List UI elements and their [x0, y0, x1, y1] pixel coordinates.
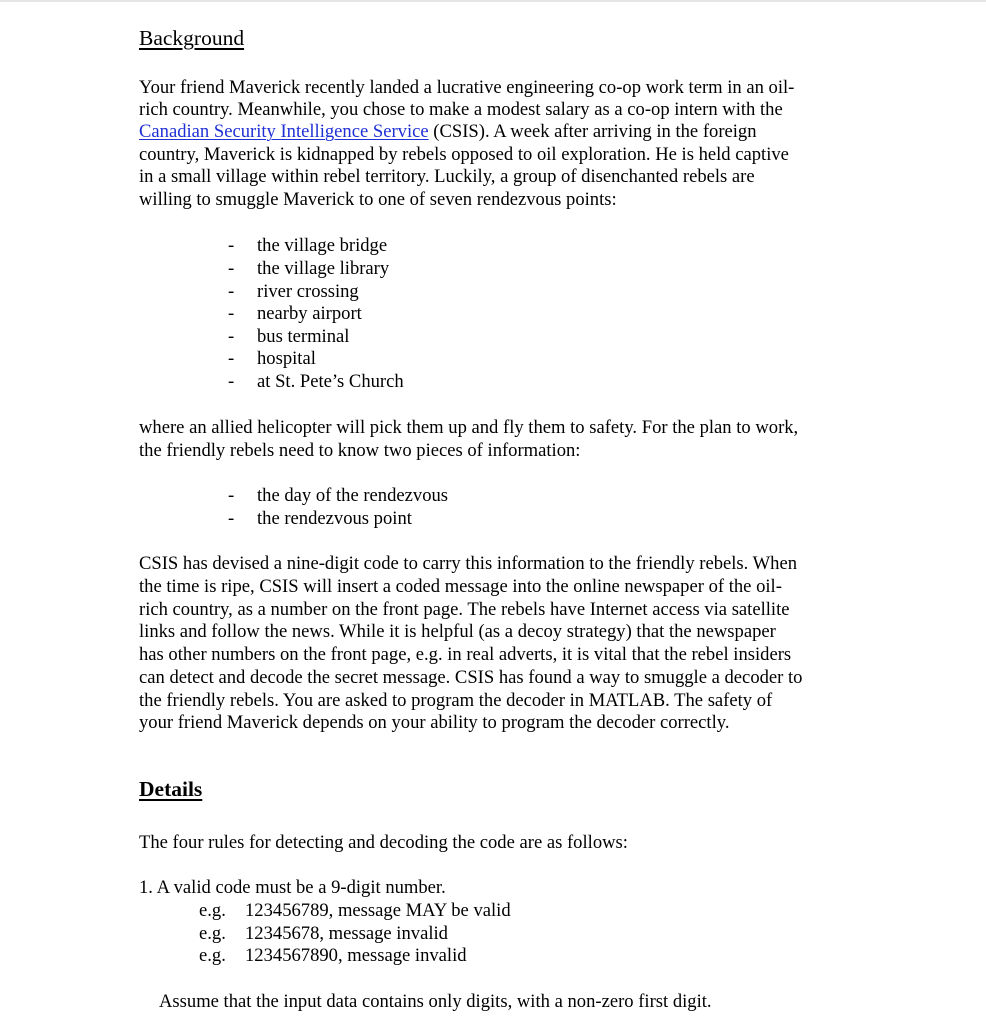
- list-dash: -: [228, 303, 235, 324]
- para3-line8: your friend Maverick depends on your ability to program the decoder correctly.: [139, 712, 730, 733]
- list-item: the village library: [257, 258, 390, 279]
- para1-line3: [139, 121, 757, 143]
- rule-1: 1. A valid code must be a 9-digit number.: [139, 877, 446, 898]
- assume-note: Assume that the input data contains only digits, with a non-zero first digit.: [159, 991, 712, 1012]
- example-item: 1234567890, message invalid: [245, 945, 467, 966]
- list-item: the day of the rendezvous: [257, 485, 449, 506]
- list-item: the rendezvous point: [257, 508, 412, 529]
- details-intro: The four rules for detecting and decoding the code are as follows:: [139, 832, 628, 853]
- para3-line7: the friendly rebels. You are asked to program the decoder in MATLAB. The safety of: [139, 690, 773, 711]
- list-dash: -: [228, 371, 235, 392]
- example-item: 12345678, message invalid: [245, 923, 448, 944]
- example-label: e.g.: [199, 945, 226, 966]
- list-dash: -: [228, 281, 235, 302]
- page-top-rule: [0, 0, 986, 2]
- para3-line5: has other numbers on the front page, e.g. in real adverts, it is vital that the rebel insiders: [139, 644, 792, 665]
- list-item: hospital: [257, 348, 316, 369]
- example-label: e.g.: [199, 923, 226, 944]
- list-dash: -: [228, 326, 235, 347]
- list-item: bus terminal: [257, 326, 350, 347]
- para1-line3-rest: (CSIS). A week after arriving in the foreign: [428, 121, 757, 142]
- list-dash: -: [228, 258, 235, 279]
- list-dash: -: [228, 235, 235, 256]
- list-item: at St. Pete’s Church: [257, 371, 404, 392]
- para1-line1: Your friend Maverick recently landed a lucrative engineering co-op work term in an oil-: [139, 77, 795, 98]
- para1-line4: country, Maverick is kidnapped by rebels opposed to oil exploration. He is held captive: [139, 144, 789, 165]
- details-heading: Details: [139, 777, 203, 801]
- para3-line4: links and follow the news. While it is helpful (as a decoy strategy) that the newspaper: [139, 621, 776, 642]
- example-item: 123456789, message MAY be valid: [245, 900, 511, 921]
- background-heading: Background: [139, 26, 245, 50]
- para3-line1: CSIS has devised a nine-digit code to carry this information to the friendly rebels. When: [139, 553, 798, 574]
- para1-line5: in a small village within rebel territory. Luckily, a group of disenchanted rebels are: [139, 166, 755, 187]
- example-label: e.g.: [199, 900, 226, 921]
- list-dash: -: [228, 348, 235, 369]
- para3-line3: rich country, as a number on the front page. The rebels have Internet access via satellite: [139, 599, 790, 620]
- para2-line1: where an allied helicopter will pick them up and fly them to safety. For the plan to work,: [139, 417, 799, 438]
- para1-line2: rich country. Meanwhile, you chose to make a modest salary as a co-op intern with the: [139, 99, 783, 120]
- para3-line2: the time is ripe, CSIS will insert a coded message into the online newspaper of the oil-: [139, 576, 782, 597]
- list-item: nearby airport: [257, 303, 362, 324]
- list-dash: -: [228, 508, 235, 529]
- para1-line6: willing to smuggle Maverick to one of seven rendezvous points:: [139, 189, 617, 210]
- para3-line6: can detect and decode the secret message. CSIS has found a way to smuggle a decoder to: [139, 667, 803, 688]
- list-dash: -: [228, 485, 235, 506]
- list-item: the village bridge: [257, 235, 388, 256]
- list-item: river crossing: [257, 281, 359, 302]
- para2-line2: the friendly rebels need to know two pieces of information:: [139, 440, 581, 461]
- csis-link[interactable]: Canadian Security Intelligence Service: [139, 121, 429, 142]
